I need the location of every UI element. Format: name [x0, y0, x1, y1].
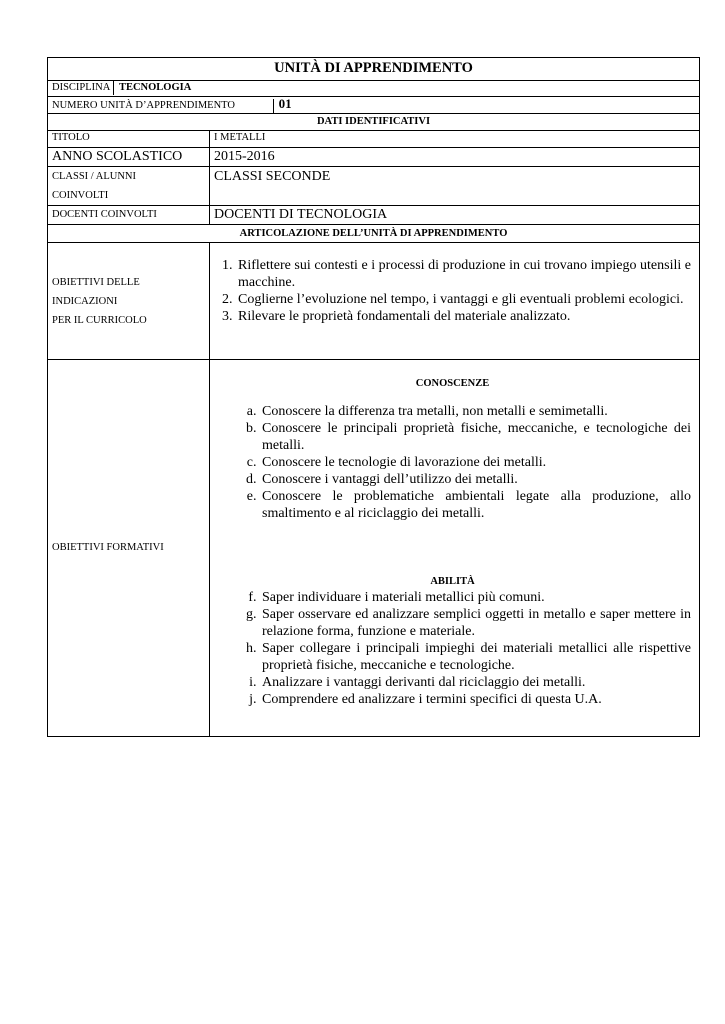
formativi-content — [210, 360, 700, 737]
abilita-item: i. Analizzare i vantaggi derivanti dal riciclaggio dei metalli. — [260, 674, 691, 691]
abilita-item: g. Saper osservare ed analizzare semplici oggetti in metallo e saper mettere in relazione forma, funzione e materiale. — [260, 606, 691, 640]
disciplina-value: TECNOLOGIA — [118, 82, 192, 93]
numero-value: 01 — [278, 96, 292, 111]
conoscenze-heading: CONOSCENZE — [415, 378, 490, 389]
conoscenze-item: a. Conoscere la differenza tra metalli, non metalli e semimetalli. — [260, 403, 691, 420]
abilita-item: f. Saper individuare i materiali metallici più comuni. — [260, 589, 691, 606]
curricolo-label-line3: PER IL CURRICOLO — [52, 314, 147, 326]
anno-value: 2015-2016 — [210, 148, 700, 167]
curricolo-item: 3. Rilevare le proprietà fondamentali del materiale analizzato. — [236, 308, 691, 325]
classi-label-line1: CLASSI / ALUNNI — [52, 171, 137, 182]
titolo-label: TITOLO — [48, 131, 210, 148]
conoscenze-item: e. Conoscere le problematiche ambientali legate alla produzione, allo smaltimento e al riciclaggio dei metalli. — [260, 488, 691, 522]
conoscenze-item: c. Conoscere le tecnologie di lavorazione dei metalli. — [260, 454, 691, 471]
numero-row — [48, 97, 700, 114]
classi-label — [48, 167, 210, 206]
document-title: UNITÀ DI APPRENDIMENTO — [48, 58, 700, 81]
titolo-value: I METALLI — [210, 131, 700, 148]
docenti-value: DOCENTI DI TECNOLOGIA — [210, 206, 700, 225]
anno-label: ANNO SCOLASTICO — [48, 148, 210, 167]
numero-label: NUMERO UNITÀ D’APPRENDIMENTO — [52, 99, 274, 113]
uda-table — [47, 57, 700, 737]
curricolo-item: 2. Coglierne l’evoluzione nel tempo, i vantaggi e gli eventuali problemi ecologici. — [236, 291, 691, 308]
abilita-list — [214, 589, 691, 708]
curricolo-label-line1: OBIETTIVI DELLE — [52, 276, 140, 288]
disciplina-label: DISCIPLINA — [52, 81, 114, 95]
abilita-item: h. Saper collegare i principali impieghi dei materiali metallici alle rispettive proprietà fisiche, meccaniche e tecnologiche. — [260, 640, 691, 674]
document-page — [47, 57, 699, 737]
curricolo-label — [48, 243, 210, 360]
conoscenze-item: b. Conoscere le principali proprietà fisiche, meccaniche, e tecnologiche dei metalli. — [260, 420, 691, 454]
abilita-item: j. Comprendere ed analizzare i termini specifici di questa U.A. — [260, 691, 691, 708]
docenti-label: DOCENTI COINVOLTI — [48, 206, 210, 225]
articolazione-header: ARTICOLAZIONE DELL’UNITÀ DI APPRENDIMENTO — [48, 225, 700, 243]
classi-value: CLASSI SECONDE — [210, 167, 700, 206]
formativi-label: OBIETTIVI FORMATIVI — [48, 360, 210, 737]
curricolo-list — [214, 257, 691, 325]
conoscenze-list — [214, 403, 691, 522]
curricolo-item: 1. Riflettere sui contesti e i processi di produzione in cui trovano impiego utensili e macchine. — [236, 257, 691, 291]
disciplina-row — [48, 81, 700, 97]
classi-label-line2: COINVOLTI — [52, 190, 109, 201]
curricolo-label-line2: INDICAZIONI — [52, 295, 118, 307]
conoscenze-item: d. Conoscere i vantaggi dell’utilizzo dei metalli. — [260, 471, 691, 488]
dati-identificativi-header: DATI IDENTIFICATIVI — [48, 114, 700, 131]
abilita-heading: ABILITÀ — [430, 576, 475, 587]
curricolo-content — [210, 243, 700, 360]
